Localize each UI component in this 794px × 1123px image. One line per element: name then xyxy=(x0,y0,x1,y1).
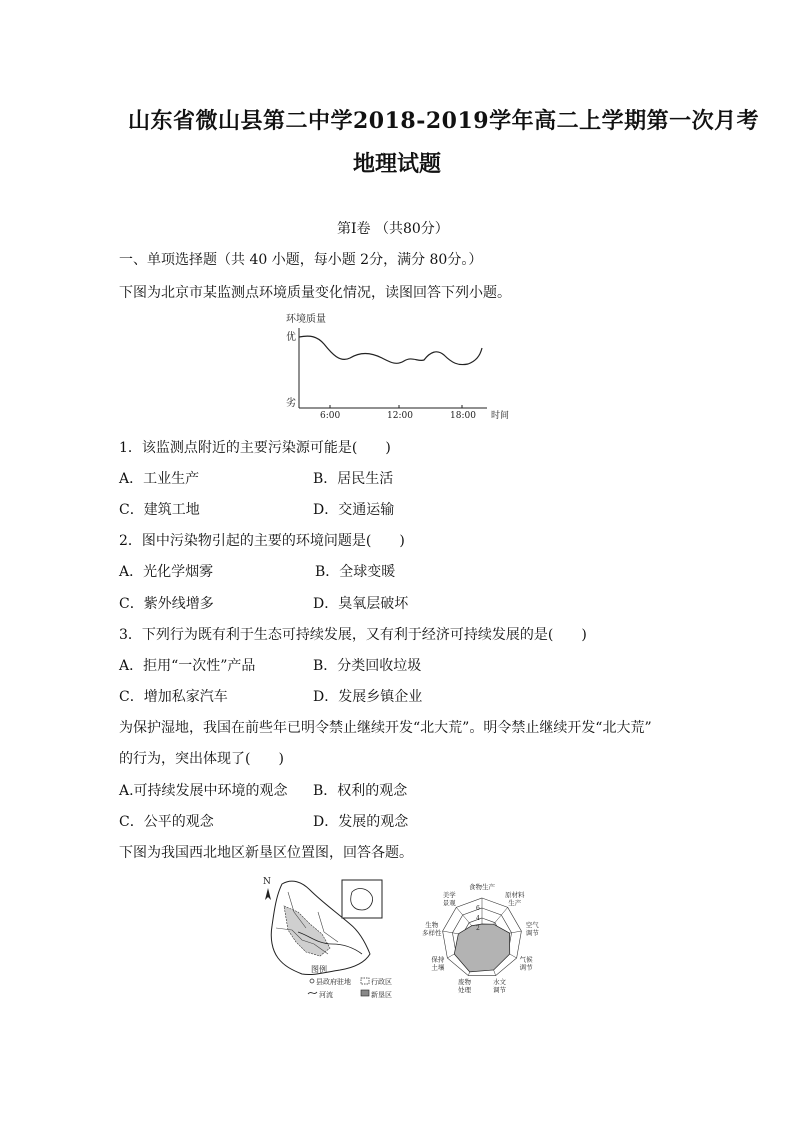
question-4-option-d: D．发展的观念 xyxy=(313,814,409,830)
radar-axis-label: 空气 xyxy=(525,921,539,930)
radar-axis-label: 调节 xyxy=(525,929,539,938)
river-icon xyxy=(308,992,317,994)
chart-xtick-label: 6:00 xyxy=(320,411,341,421)
radar-axis-label: 土壤 xyxy=(431,963,445,972)
page-subtitle: 地理试题 xyxy=(353,151,442,177)
question-1-option-d: D．交通运输 xyxy=(313,502,395,518)
radar-scale-label: 4 xyxy=(476,915,480,922)
intro-text-1: 下图为北京市某监测点环境质量变化情况，读图回答下列小题。 xyxy=(119,285,511,301)
chart-xlabel: 时间 xyxy=(491,411,510,421)
radar-axis-label: 景观 xyxy=(442,898,456,907)
question-2-option-b: B．全球变暖 xyxy=(315,564,396,580)
volume-heading: 第Ⅰ卷 （共80分） xyxy=(337,221,449,237)
legend-title: 图例 xyxy=(311,965,327,974)
radar-axis-label: 美学 xyxy=(442,890,456,899)
inset-map-shape xyxy=(351,889,373,910)
reclamation-icon xyxy=(361,990,369,996)
question-3-option-d: D．发展乡镇企业 xyxy=(313,689,423,705)
env-quality-curve xyxy=(299,336,482,364)
chart-ybottom-label: 劣 xyxy=(286,398,296,409)
county-seat-icon xyxy=(310,979,314,983)
ecosystem-radar-chart xyxy=(422,872,540,1002)
chart-xtick-label: 18:00 xyxy=(450,411,476,421)
admin-area-icon xyxy=(361,978,369,984)
legend-item: 行政区 xyxy=(371,978,392,986)
radar-axis-label: 多样性 xyxy=(422,929,442,938)
legend-item: 县政府驻地 xyxy=(316,978,351,986)
section-heading: 一、单项选择题（共 40 小题，每小题 2分，满分 80分。） xyxy=(119,252,483,268)
question-2-option-d: D．臭氧层破坏 xyxy=(313,596,409,612)
north-arrow-icon xyxy=(265,888,271,900)
radar-axis-label: 调节 xyxy=(492,985,506,994)
question-3-option-a: A．拒用“一次性”产品 xyxy=(119,658,256,674)
env-quality-chart xyxy=(282,308,514,423)
intro-text-2: 下图为我国西北地区新垦区位置图，回答各题。 xyxy=(119,845,413,861)
radar-axis-label: 食物生产 xyxy=(469,883,495,891)
chart-ytop-label: 优 xyxy=(286,332,296,343)
page-title: 山东省微山县第二中学2018-2019学年高二上学期第一次月考 xyxy=(128,108,760,134)
radar-grid xyxy=(443,898,522,976)
radar-axis-label: 原材料 xyxy=(505,890,525,899)
radar-axis-label: 生产 xyxy=(508,898,522,907)
question-3-option-c: C．增加私家汽车 xyxy=(119,689,228,705)
question-2-option-c: C．紫外线增多 xyxy=(119,596,214,612)
question-2-stem: 2．图中污染物引起的主要的环境问题是( ) xyxy=(119,533,405,549)
radar-axis-label: 调节 xyxy=(519,963,533,972)
radar-axis-label: 废物 xyxy=(458,977,472,986)
radar-axis-label: 水文 xyxy=(492,977,506,986)
question-4-option-b: B．权利的观念 xyxy=(313,783,408,799)
question-1-stem: 1．该监测点附近的主要污染源可能是( ) xyxy=(119,440,391,456)
question-3-stem: 3．下列行为既有利于生态可持续发展，又有利于经济可持续发展的是( ) xyxy=(119,627,587,643)
legend-item: 新垦区 xyxy=(371,991,392,999)
radar-axis-label: 保持 xyxy=(431,955,445,964)
question-1-option-a: A．工业生产 xyxy=(119,471,200,487)
radar-axis-label: 处理 xyxy=(458,985,472,994)
question-4-stem-line1: 为保护湿地，我国在前些年已明令禁止继续开发“北大荒”。明令禁止继续开发“北大荒” xyxy=(119,720,652,736)
reclamation-map xyxy=(258,872,414,1002)
question-2-option-a: A．光化学烟雾 xyxy=(119,564,214,580)
legend-item: 河流 xyxy=(319,991,333,999)
north-label: N xyxy=(263,877,271,887)
question-1-option-b: B．居民生活 xyxy=(313,471,394,487)
radar-axis-label: 生物 xyxy=(425,921,439,930)
chart-xtick-label: 12:00 xyxy=(387,411,413,421)
question-4-option-a: A.可持续发展中环境的观念 xyxy=(119,783,288,799)
radar-scale-label: 2 xyxy=(476,925,480,932)
radar-value-shape xyxy=(454,924,509,972)
question-3-option-b: B．分类回收垃圾 xyxy=(313,658,422,674)
question-1-option-c: C．建筑工地 xyxy=(119,502,200,518)
chart-ylabel: 环境质量 xyxy=(286,314,326,325)
radar-scale-label: 6 xyxy=(476,905,480,912)
question-4-stem-line2: 的行为，突出体现了( ) xyxy=(119,751,284,767)
question-4-option-c: C．公平的观念 xyxy=(119,814,214,830)
radar-axis-label: 气候 xyxy=(519,955,533,964)
